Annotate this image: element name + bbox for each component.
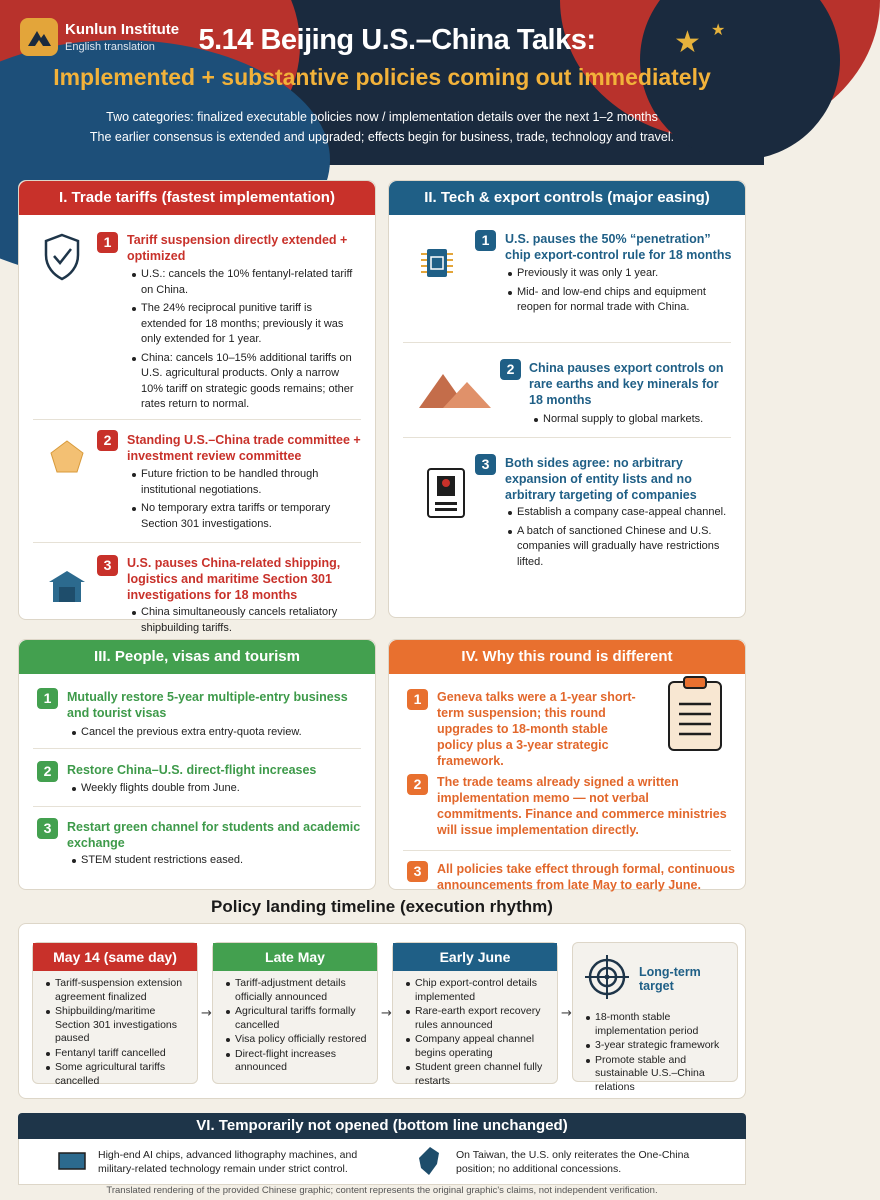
phase-bullets [573, 1005, 737, 1095]
timeline-phase [32, 942, 198, 1087]
bullet: China simultaneously cancels retaliatory shipbuilding tariffs. [131, 605, 357, 636]
section-title: II. Tech & export controls (major easing) [389, 181, 745, 215]
bullet: U.S.: cancels the 10% fentanyl-related tariff on China. [131, 267, 357, 298]
not-opened-item: On Taiwan, the U.S. only reiterates the One-China position; no additional concessions. [456, 1149, 690, 1175]
divider [403, 850, 731, 851]
item-title: U.S. pauses the 50% “penetration” chip export-control rule for 18 months [505, 232, 732, 262]
item-bullets [71, 725, 363, 744]
phase-label: Late May [213, 943, 377, 971]
bullet: Visa policy officially restored [225, 1033, 369, 1047]
phase-label: May 14 (same day) [33, 943, 197, 971]
item-bullets [131, 267, 357, 416]
timeline-phase [212, 942, 378, 1084]
bullet: A batch of sanctioned Chinese and U.S. companies will gradually have restrictions lifted. [507, 524, 733, 571]
bullet: Mid- and low-end chips and equipment reopen for normal trade with China. [507, 285, 733, 316]
bullet: Agricultural tariffs formally cancelled [225, 1005, 369, 1032]
item-number: 2 [37, 761, 58, 782]
phase-bullets [393, 971, 557, 1088]
item-title: China pauses export controls on rare earths and key minerals for 18 months [529, 361, 724, 407]
brand-name: Kunlun Institute [65, 21, 180, 38]
bullet: The 24% reciprocal punitive tariff is extended for 18 months; previously it was only extended for 1 year. [131, 301, 357, 348]
list-item [19, 215, 375, 420]
item-number: 3 [97, 555, 118, 576]
item-number: 1 [407, 689, 428, 710]
section-title: IV. Why this round is different [389, 640, 745, 674]
item-number: 3 [475, 454, 496, 475]
section-title: III. People, visas and tourism [19, 640, 375, 674]
section-people-visas-tourism [18, 639, 376, 890]
shield-check-icon [43, 233, 81, 286]
list-item [19, 544, 375, 634]
item-bullets [533, 412, 739, 431]
bullet: Shipbuilding/maritime Section 301 investigations paused [45, 1005, 189, 1046]
arrow-right-icon: → [201, 1006, 212, 1021]
bullet: Tariff-suspension extension agreement finalized [45, 977, 189, 1004]
item-number: 3 [37, 818, 58, 839]
item-number: 1 [37, 688, 58, 709]
phase-label: Early June [393, 943, 557, 971]
item-bullets [131, 605, 357, 639]
bullet: Chip export-control details implemented [405, 977, 549, 1004]
item-title: Tariff suspension directly extended + optimized [127, 233, 348, 263]
bullet: 3-year strategic framework [585, 1039, 729, 1053]
phase-label: Long-term target [639, 965, 701, 993]
bullet: Normal supply to global markets. [533, 412, 739, 428]
star-icon: ★ [674, 25, 701, 60]
arrow-right-icon: → [381, 1006, 392, 1021]
divider [403, 437, 731, 438]
phase-bullets [33, 971, 197, 1088]
bullet: Establish a company case-appeal channel. [507, 505, 733, 521]
bullet: Fentanyl tariff cancelled [45, 1047, 189, 1061]
item-number: 1 [475, 230, 496, 251]
item-title: Restart green channel for students and academic exchange [67, 820, 361, 850]
item-text: Geneva talks were a 1-year short-term suspension; this round upgrades to 18-month stable policy plus a 3-year strategic framework. [437, 690, 636, 768]
section-why-different [388, 639, 746, 890]
list-item [19, 674, 375, 748]
taiwan-map-icon [416, 1146, 442, 1181]
bullet: China: cancels 10–15% additional tariffs on U.S. agricultural products. Only a narrow 10% tariff on strategic goods remains; other rates return to normal. [131, 351, 357, 413]
bullet: Previously it was only 1 year. [507, 266, 733, 282]
item-bullets [131, 467, 357, 535]
item-title: U.S. pauses China-related shipping, logistics and maritime Section 301 investigations for 18 months [127, 556, 341, 602]
item-title: Standing U.S.–China trade committee + investment review committee [127, 433, 361, 463]
item-title: Restore China–U.S. direct-flight increases [67, 763, 317, 777]
item-title: Both sides agree: no arbitrary expansion of entity lists and no arbitrary targeting of companies [505, 456, 697, 502]
section-title: I. Trade tariffs (fastest implementation) [19, 181, 375, 215]
bullet: Student green channel fully restarts [405, 1061, 549, 1088]
list-item [389, 774, 745, 850]
arrow-right-icon: → [561, 1006, 572, 1021]
list-item [19, 808, 375, 888]
section-not-opened-title: VI. Temporarily not opened (bottom line unchanged) [18, 1113, 746, 1139]
list-item [389, 439, 745, 619]
bullet: Future friction to be handled through institutional negotiations. [131, 467, 357, 498]
section-trade-tariffs [18, 180, 376, 634]
list-item [19, 750, 375, 806]
divider [33, 748, 361, 749]
item-title: Mutually restore 5-year multiple-entry business and tourist visas [67, 690, 348, 720]
page-subtitle: Implemented + substantive policies coming out immediately [53, 64, 711, 90]
warehouse-icon [47, 568, 87, 609]
brand-subtitle: English translation [65, 41, 155, 53]
list-item [19, 421, 375, 541]
target-icon [583, 953, 631, 1006]
item-number: 3 [407, 861, 428, 882]
header-banner [0, 0, 764, 165]
divider [33, 542, 361, 543]
item-number: 2 [97, 430, 118, 451]
item-bullets [507, 266, 733, 319]
page-title: 5.14 Beijing U.S.–China Talks: [198, 24, 596, 56]
bullet: STEM student restrictions eased. [71, 853, 363, 869]
bullet: Promote stable and sustainable U.S.–China relations [585, 1054, 729, 1095]
timeline-phase [392, 942, 558, 1087]
star-icon: ★ [711, 20, 726, 39]
footnote: Translated rendering of the provided Chinese graphic; content represents the original graphic's claims, not independent verification. [106, 1185, 658, 1196]
timeline-title: Policy landing timeline (execution rhythm) [211, 897, 553, 916]
bullet: Tariff-adjustment details officially announced [225, 977, 369, 1004]
bullet: Rare-earth export recovery rules announced [405, 1005, 549, 1032]
item-bullets [507, 505, 733, 573]
timeline-phase [572, 942, 738, 1093]
section-tech-export-controls [388, 180, 746, 618]
bullet: Company appeal channel begins operating [405, 1033, 549, 1060]
id-document-icon [427, 468, 465, 523]
item-text: The trade teams already signed a written implementation memo — not verbal commitments. Finance and commerce ministries will issue implementation directly. [437, 775, 727, 837]
mountains-icon [417, 368, 493, 415]
item-text: All policies take effect through formal, continuous announcements from late May to early June. [437, 862, 735, 892]
chip-block-icon [58, 1152, 86, 1175]
not-opened-item: High-end AI chips, advanced lithography machines, and military-related technology remain under strict control. [98, 1149, 358, 1175]
list-item [389, 674, 745, 774]
pentagon-icon [49, 439, 85, 480]
list-item [389, 852, 745, 891]
item-number: 2 [407, 774, 428, 795]
list-item [389, 215, 745, 340]
bullet: Some agricultural tariffs cancelled [45, 1061, 189, 1088]
divider [33, 419, 361, 420]
chip-icon [417, 243, 457, 288]
list-item [389, 344, 745, 439]
bullet: No temporary extra tariffs or temporary Section 301 investigations. [131, 501, 357, 532]
phase-bullets [213, 971, 377, 1075]
divider [403, 342, 731, 343]
header-summary-line: Two categories: finalized executable policies now / implementation details over the next 1–2 months [106, 110, 658, 124]
item-number: 2 [500, 359, 521, 380]
item-bullets [71, 781, 363, 800]
bullet: Cancel the previous extra entry-quota review. [71, 725, 363, 741]
item-bullets [71, 853, 363, 872]
bullet: Weekly flights double from June. [71, 781, 363, 797]
divider [33, 806, 361, 807]
bullet: Direct-flight increases announced [225, 1048, 369, 1075]
item-number: 1 [97, 232, 118, 253]
header-summary-line: The earlier consensus is extended and upgraded; effects begin for business, trade, technology and travel. [89, 130, 675, 144]
bullet: 18-month stable implementation period [585, 1011, 729, 1038]
